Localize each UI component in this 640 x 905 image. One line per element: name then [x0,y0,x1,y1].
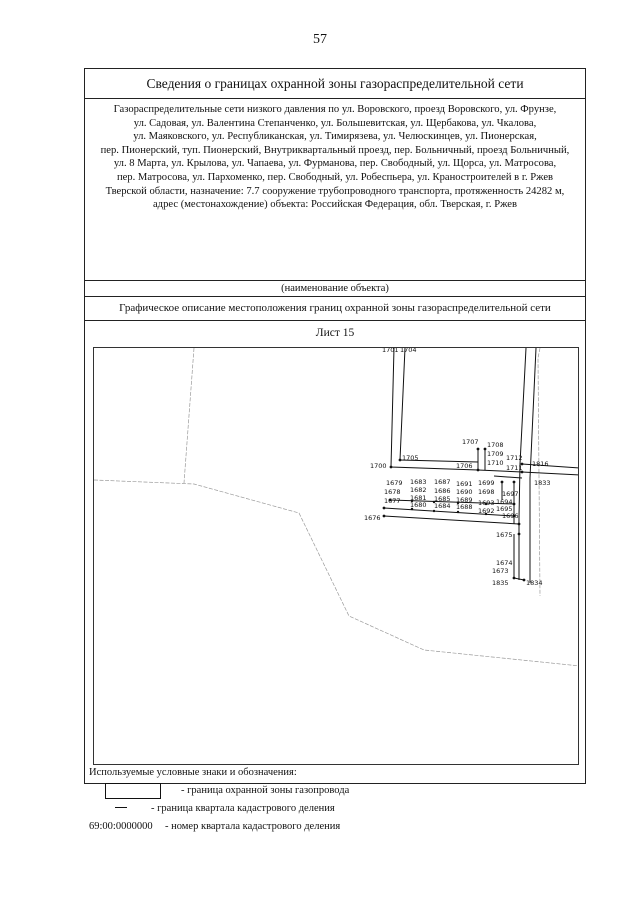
zone-boundary [494,476,522,478]
point-label: 1681 [410,494,427,502]
point-label: 1707 [462,438,479,446]
point-label: 1701 [382,348,399,354]
point-label: 1684 [434,502,451,510]
object-description [85,99,585,281]
point-label: 1690 [456,488,473,496]
legend-item-zone: - граница охранной зоны газопровода [181,785,350,796]
point-label: 1816 [532,460,549,468]
point-label: 1677 [384,497,401,505]
description-line: адрес (местонахождение) объекта: Российская Федерация, обл. Тверская, г. Ржев [152,199,518,211]
point-label: 1683 [410,478,427,486]
point-label: 1706 [456,462,473,470]
legend-item-quarter: - граница квартала кадастрового деления [151,803,335,814]
point-label: 1673 [492,567,509,575]
sheet-label: Лист 15 [315,327,355,339]
point-label: 1686 [434,487,451,495]
point-label: 1700 [370,462,387,470]
point-label: 1676 [364,514,381,522]
description-line: ул. Садовая, ул. Валентина Степанченко, ул. Большевитская, ул. Щербакова, ул. Чкалова, [133,117,537,129]
description-line: ул. 8 Марта, ул. Крылова, ул. Чапаева, ул. Фурманова, пер. Свободный, ул. Щорса, ул. Матросова, [113,158,557,170]
point-label: 1698 [478,488,495,496]
document-title: Сведения о границах охранной зоны газораспределительной сети [85,69,585,99]
point-label: 1710 [487,459,504,467]
zone-boundary-symbol [105,783,161,799]
point-label: 1704 [400,348,417,354]
point-label: 1687 [434,478,451,486]
point-label: 1712 [506,454,523,462]
description-line: ул. Маяковского, ул. Республиканская, ул. Тимирязева, ул. Челюскинцев, ул. Пионерская, [133,131,537,143]
point-label: 1692 [478,507,495,515]
point-label: 1699 [478,479,495,487]
legend-item-number: - номер квартала кадастрового деления [165,821,341,832]
legend-header: Используемые условные знаки и обозначения: [89,767,297,778]
point-label: 1695 [496,505,513,513]
point-label: 1711 [506,464,523,472]
quarter-boundary-symbol [115,807,127,808]
map-drawing [94,348,579,765]
legend [85,769,585,841]
description-line: пер. Пионерский, туп. Пионерский, Внутриквартальный проезд, пер. Больничный, проезд Больничный, [100,144,570,156]
page-number: 57 [313,32,327,47]
point-label: 1696 [502,512,519,520]
point-label: 1709 [487,450,504,458]
point-label: 1697 [502,490,519,498]
road-line [538,348,540,596]
point-label: 1708 [487,441,504,449]
point-label: 1675 [496,531,513,539]
point-label: 1834 [526,579,543,587]
point-label: 1680 [410,501,427,509]
description-line: Тверской области, назначение: 7.7 сооружение трубопроводного транспорта, протяженность 24282 м, [105,185,565,197]
point-label: 1688 [456,503,473,511]
graphic-description-title: Графическое описание местоположения границ охранной зоны газораспределительной сети [85,297,585,321]
legend-item-number-symbol: 69:00:0000000 [89,821,153,832]
road-line [184,348,194,483]
point-label: 1689 [456,496,473,504]
point-label: 1674 [496,559,513,567]
point-label: 1705 [402,454,419,462]
point-label: 1693 [478,499,495,507]
point-label: 1678 [384,488,401,496]
object-name-caption: (наименование объекта) [85,281,585,297]
boundary-map [93,347,579,765]
description-line: пер. Матросова, ул. Пархоменко, пер. Свободный, ул. Робеспьера, ул. Краностроителей в г. Ржев [116,171,554,183]
point-label: 1835 [492,579,509,587]
point-label: 1679 [386,479,403,487]
point-label: 1833 [534,479,551,487]
point-label: 1682 [410,486,427,494]
zone-boundary [384,516,519,524]
description-line: Газораспределительные сети низкого давления по ул. Воровского, проезд Воровского, ул. Фрунзе, [113,104,557,115]
point-label: 1694 [496,498,513,506]
document-frame [84,68,586,832]
point-label: 1685 [434,495,451,503]
point-label: 1691 [456,480,473,488]
